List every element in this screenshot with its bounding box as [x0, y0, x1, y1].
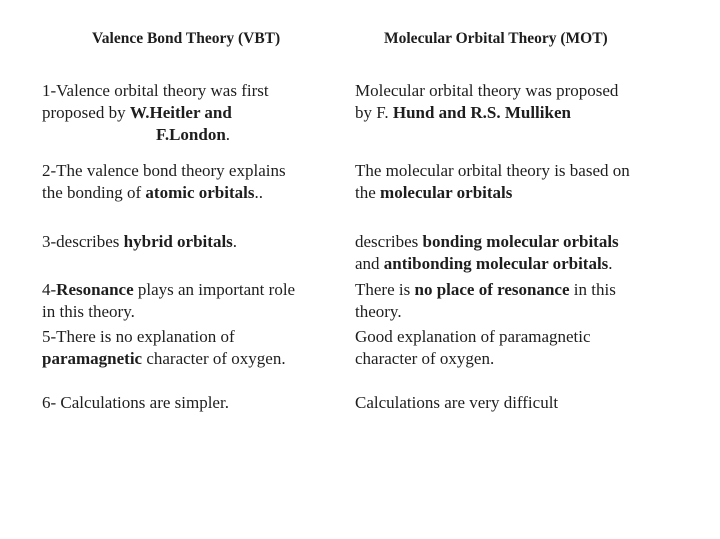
row-2-vbt-cell	[42, 160, 286, 204]
row-3-mot-line-2	[355, 253, 619, 275]
row-1-mot-cell	[355, 80, 618, 124]
row-3-mot-cell	[355, 231, 619, 275]
row-3-mot-line-1	[355, 231, 619, 253]
text-run: .	[232, 232, 238, 251]
bold-text-run: molecular orbitals	[380, 183, 513, 202]
row-6-mot-line-1: Calculations are very difficult	[355, 393, 559, 412]
row-2-vbt-line-2	[42, 182, 286, 204]
row-2-vbt-line-1: 2-The valence bond theory explains	[42, 161, 286, 180]
text-run: describes	[355, 232, 423, 251]
row-1-vbt-cell	[42, 80, 269, 146]
row-1-vbt-line-2	[42, 102, 269, 124]
row-6-mot-cell	[355, 392, 558, 414]
row-5-mot-cell	[355, 326, 591, 370]
mot-column-header: Molecular Orbital Theory (MOT)	[384, 30, 608, 47]
text-run: character of oxygen.	[142, 349, 286, 368]
row-5-vbt-cell	[42, 326, 286, 370]
text-run: ..	[254, 183, 263, 202]
text-run: .	[225, 125, 231, 144]
bold-text-run: Hund and R.S. Mulliken	[392, 103, 571, 122]
text-run: and	[355, 254, 384, 273]
text-run: .	[608, 254, 613, 273]
row-3-vbt-line-1	[42, 231, 237, 253]
row-6-vbt-line-1: 6- Calculations are simpler.	[42, 393, 229, 412]
row-3-vbt-cell	[42, 231, 237, 253]
row-4-mot-cell	[355, 279, 616, 323]
row-1-vbt-line-1: 1-Valence orbital theory was first	[42, 81, 269, 100]
bold-text-run: paramagnetic	[42, 349, 143, 368]
row-1-mot-line-2	[355, 102, 618, 124]
row-5-mot-line-1: Good explanation of paramagnetic	[355, 327, 591, 346]
bold-text-run: Resonance	[56, 280, 134, 299]
row-5-vbt-line-2	[42, 348, 286, 370]
text-run: the	[355, 183, 381, 202]
bold-text-run: F.London	[156, 125, 226, 144]
row-5-mot-line-2: character of oxygen.	[355, 349, 495, 368]
row-5-vbt-line-1: 5-There is no explanation of	[42, 327, 235, 346]
row-4-mot-line-1	[355, 279, 616, 301]
row-2-mot-cell	[355, 160, 630, 204]
text-run: proposed by	[42, 103, 130, 122]
bold-text-run: bonding molecular orbitals	[422, 232, 619, 251]
row-4-vbt-line-1	[42, 279, 295, 301]
text-run: There is	[355, 280, 415, 299]
text-run: the bonding of	[42, 183, 146, 202]
text-run: in this	[569, 280, 616, 299]
bold-text-run: antibonding molecular orbitals	[383, 254, 609, 273]
row-2-mot-line-2	[355, 182, 630, 204]
bold-text-run: no place of resonance	[414, 280, 570, 299]
row-4-vbt-line-2: in this theory.	[42, 302, 135, 321]
row-1-mot-line-1: Molecular orbital theory was proposed	[355, 81, 619, 100]
vbt-column-header: Valence Bond Theory (VBT)	[92, 30, 281, 47]
row-1-vbt-line-3	[42, 124, 269, 146]
row-2-mot-line-1: The molecular orbital theory is based on	[355, 161, 630, 180]
text-run: 3-describes	[42, 232, 124, 251]
text-run: 4-	[42, 280, 57, 299]
text-run: plays an important role	[133, 280, 296, 299]
row-4-mot-line-2: theory.	[355, 302, 402, 321]
text-run: by F.	[355, 103, 393, 122]
bold-text-run: hybrid orbitals	[123, 232, 233, 251]
row-6-vbt-cell	[42, 392, 229, 414]
bold-text-run: atomic orbitals	[145, 183, 255, 202]
row-4-vbt-cell	[42, 279, 295, 323]
bold-text-run: W.Heitler and	[129, 103, 232, 122]
